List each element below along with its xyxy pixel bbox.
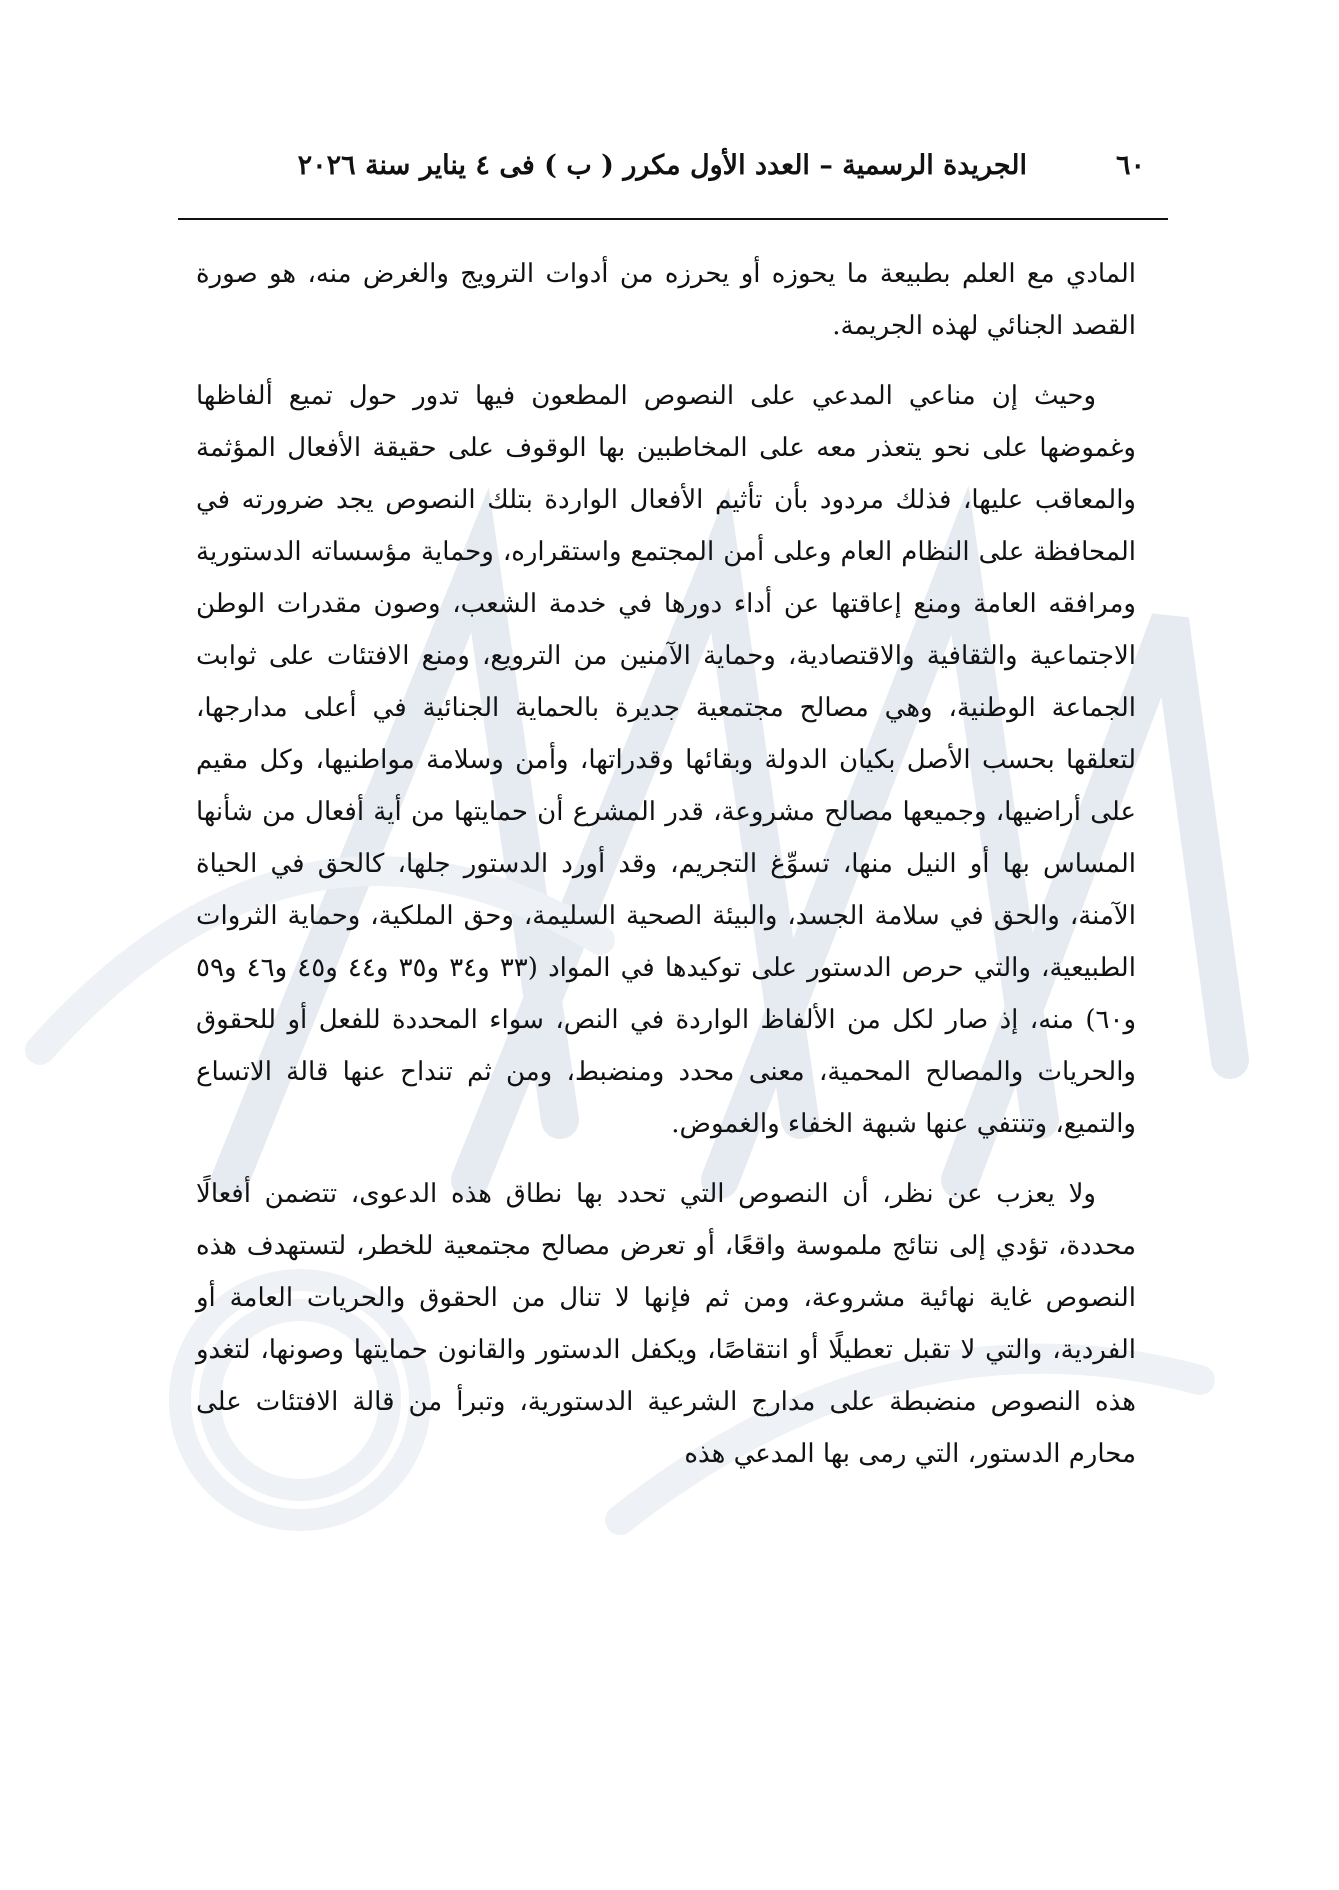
- paragraph-2: وحيث إن مناعي المدعي على النصوص المطعون فيها تدور حول تميع ألفاظها وغموضها على نحو يتعذر معه على المخاطبين بها الوقوف على حقيقة الأفعال المؤثمة والمعاقب عليها، فذلك مردود بأن تأثيم الأفعال الواردة بتلك النصوص يجد ضرورته في المحافظة على النظام العام وعلى أمن المجتمع واستقراره، وحماية مؤسساته الدستورية ومرافقه العامة ومنع إعاقتها عن أداء دورها في خدمة الشعب، وصون مقدرات الوطن الاجتماعية والثقافية والاقتصادية، وحماية الآمنين من الترويع، ومنع الافتئات على ثوابت الجماعة الوطنية، وهي مصالح مجتمعية جديرة بالحماية الجنائية في أعلى مدارجها، لتعلقها بحسب الأصل بكيان الدولة وبقائها وقدراتها، وأمن وسلامة مواطنيها، وكل مقيم على أراضيها، وجميعها مصالح مشروعة، قدر المشرع أن حمايتها من أية أفعال من شأنها المساس بها أو النيل منها، تسوِّغ التجريم، وقد أورد الدستور جلها، كالحق في الحياة الآمنة، والحق في سلامة الجسد، والبيئة الصحية السليمة، وحق الملكية، وحماية الثروات الطبيعية، والتي حرص الدستور على توكيدها في المواد (٣٣ و٣٤ و٣٥ و٤٤ و٤٥ و٤٦ و٥٩ و٦٠) منه، إذ صار لكل من الألفاظ الواردة في النص، سواء المحددة للفعل أو للحقوق والحريات والمصالح المحمية، معنى محدد ومنضبط، ومن ثم تنداح عنها قالة الاتساع والتميع، وتنتفي عنها شبهة الخفاء والغموض.: [196, 381, 1136, 1139]
- document-body: [196, 248, 1136, 1480]
- paragraph-3: ولا يعزب عن نظر، أن النصوص التي تحدد بها نطاق هذه الدعوى، تتضمن أفعالًا محددة، تؤدي إلى نتائج ملموسة واقعًا، أو تعرض مصالح مجتمعية للخطر، لتستهدف هذه النصوص غاية نهائية مشروعة، ومن ثم فإنها لا تنال من الحقوق والحريات العامة أو الفردية، والتي لا تقبل تعطيلًا أو انتقاصًا، ويكفل الدستور والقانون حمايتها وصونها، لتغدو هذه النصوص منضبطة على مدارج الشرعية الدستورية، وتبرأ من قالة الافتئات على محارم الدستور، التي رمى بها المدعي هذه: [196, 1179, 1136, 1469]
- page-number: ٦٠: [1115, 150, 1145, 181]
- page-header: [285, 150, 1145, 198]
- header-divider: [178, 218, 1168, 220]
- paragraph-1: المادي مع العلم بطبيعة ما يحوزه أو يحرزه من أدوات الترويج والغرض منه، هو صورة القصد الجنائي لهذه الجريمة.: [196, 259, 1136, 341]
- gazette-title: الجريدة الرسمية – العدد الأول مكرر ( ب ) فى ٤ يناير سنة ٢٠٢٦: [297, 150, 1027, 181]
